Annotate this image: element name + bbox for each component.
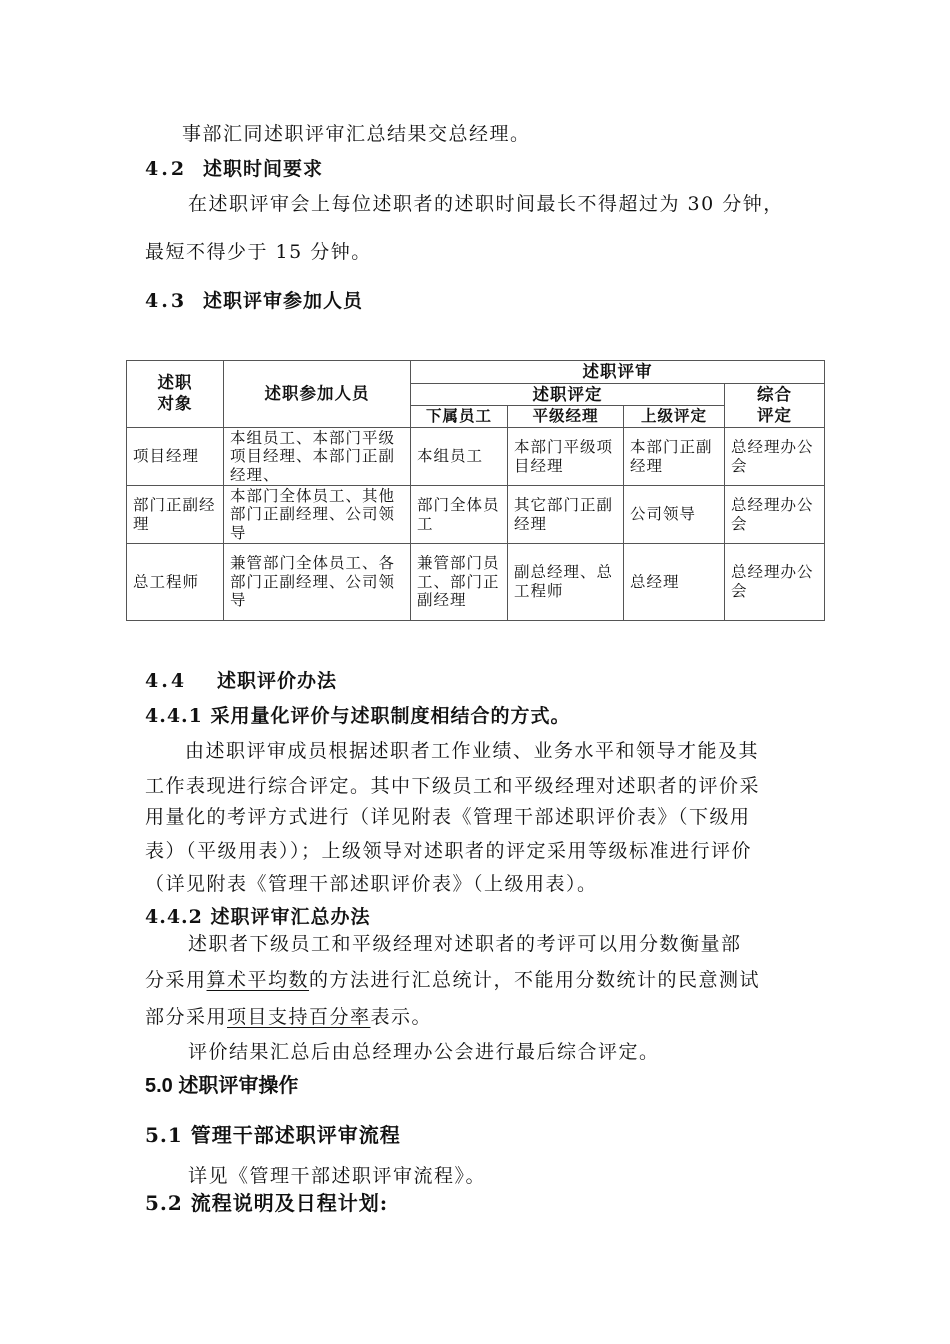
- paragraph-line: （详见附表《管理干部述职评价表》（上级用表）。: [145, 873, 598, 895]
- section-heading-5-0: 5.0 述职评审操作: [145, 1075, 299, 1097]
- underlined-term: 算术平均数: [206, 969, 310, 991]
- paragraph-line: 在述职评审会上每位述职者的述职时间最长不得超过为 30 分钟，: [188, 193, 784, 215]
- cell-participants: 本组员工、本部门平级项目经理、本部门正副经理、: [224, 428, 411, 486]
- section-number: 4.4: [145, 670, 188, 692]
- section-title: 述职评审参加人员: [203, 290, 364, 312]
- cell-subordinate: 兼管部门员工、部门正副经理: [411, 544, 508, 621]
- cell-superior: 本部门正副经理: [624, 428, 725, 486]
- section-heading-4-2: [145, 160, 323, 179]
- section-title: 述职时间要求: [203, 158, 324, 180]
- section-number: 4.3: [145, 290, 188, 312]
- paragraph-line: 最短不得少于 15 分钟。: [145, 241, 372, 263]
- section-number: 4.2: [145, 158, 188, 180]
- paragraph-line: 表）（平级用表））；上级领导对述职者的评定采用等级标准进行评价: [145, 840, 753, 862]
- table-row: [127, 428, 825, 486]
- cell-superior: 公司领导: [624, 486, 725, 544]
- cell-superior: 总经理: [624, 544, 725, 621]
- section-heading-5-1: 5.1 管理干部述职评审流程: [145, 1123, 401, 1147]
- header-object: 述职对象: [127, 361, 224, 428]
- cell-comprehensive: 总经理办公会: [725, 544, 825, 621]
- cell-object: 项目经理: [127, 428, 224, 486]
- section-heading-5-2: 5.2 流程说明及日程计划:: [145, 1191, 389, 1215]
- subsection-heading-4-4-1: 4.4.1 采用量化评价与述职制度相结合的方式。: [145, 705, 571, 727]
- header-superior: 上级评定: [624, 406, 725, 428]
- cell-object: 部门正副经理: [127, 486, 224, 544]
- header-subordinate: 下属员工: [411, 406, 508, 428]
- section-heading-4-4: [145, 672, 337, 691]
- paragraph-line: 工作表现进行综合评定。其中下级员工和平级经理对述职者的评价采: [145, 775, 761, 797]
- paragraph-line: 由述职评审成员根据述职者工作业绩、业务水平和领导才能及其: [185, 740, 760, 762]
- underlined-term: 项目支持百分率: [227, 1006, 371, 1028]
- cell-comprehensive: 总经理办公会: [725, 428, 825, 486]
- cell-peer: 其它部门正副经理: [508, 486, 624, 544]
- table-row: [127, 544, 825, 621]
- paragraph-line: [145, 971, 760, 990]
- paragraph-line: 用量化的考评方式进行（详见附表《管理干部述职评价表》（下级用: [145, 806, 751, 828]
- cell-participants: 兼管部门全体员工、各部门正副经理、公司领导: [224, 544, 411, 621]
- paragraph-line: 详见《管理干部述职评审流程》。: [188, 1165, 487, 1187]
- cell-subordinate: 部门全体员工: [411, 486, 508, 544]
- cell-peer: 副总经理、总工程师: [508, 544, 624, 621]
- paragraph-line: 述职者下级员工和平级经理对述职者的考评可以用分数衡量部: [188, 933, 742, 955]
- text-run: 分采用: [145, 969, 207, 991]
- table-row: [127, 486, 825, 544]
- review-participants-table: [126, 360, 825, 621]
- header-participants: 述职参加人员: [224, 361, 411, 428]
- text-run: 表示。: [370, 1006, 433, 1028]
- cell-peer: 本部门平级项目经理: [508, 428, 624, 486]
- cell-object: 总工程师: [127, 544, 224, 621]
- header-evaluation: 述职评定: [411, 384, 725, 406]
- text-run: 部分采用: [145, 1006, 228, 1028]
- header-review: 述职评审: [411, 361, 825, 384]
- subsection-heading-4-4-2: 4.4.2 述职评审汇总办法: [145, 906, 371, 928]
- header-peer: 平级经理: [508, 406, 624, 428]
- cell-comprehensive: 总经理办公会: [725, 486, 825, 544]
- cell-participants: 本部门全体员工、其他部门正副经理、公司领导: [224, 486, 411, 544]
- header-comprehensive: 综合评定: [725, 384, 825, 428]
- paragraph-line: 事部汇同述职评审汇总结果交总经理。: [182, 123, 531, 145]
- text-run: 的方法进行汇总统计，不能用分数统计的民意测试: [309, 969, 761, 991]
- paragraph-line: 评价结果汇总后由总经理办公会进行最后综合评定。: [188, 1041, 660, 1063]
- cell-subordinate: 本组员工: [411, 428, 508, 486]
- section-title: 述职评价办法: [217, 670, 338, 692]
- paragraph-line: [145, 1008, 432, 1027]
- section-heading-4-3: [145, 292, 363, 311]
